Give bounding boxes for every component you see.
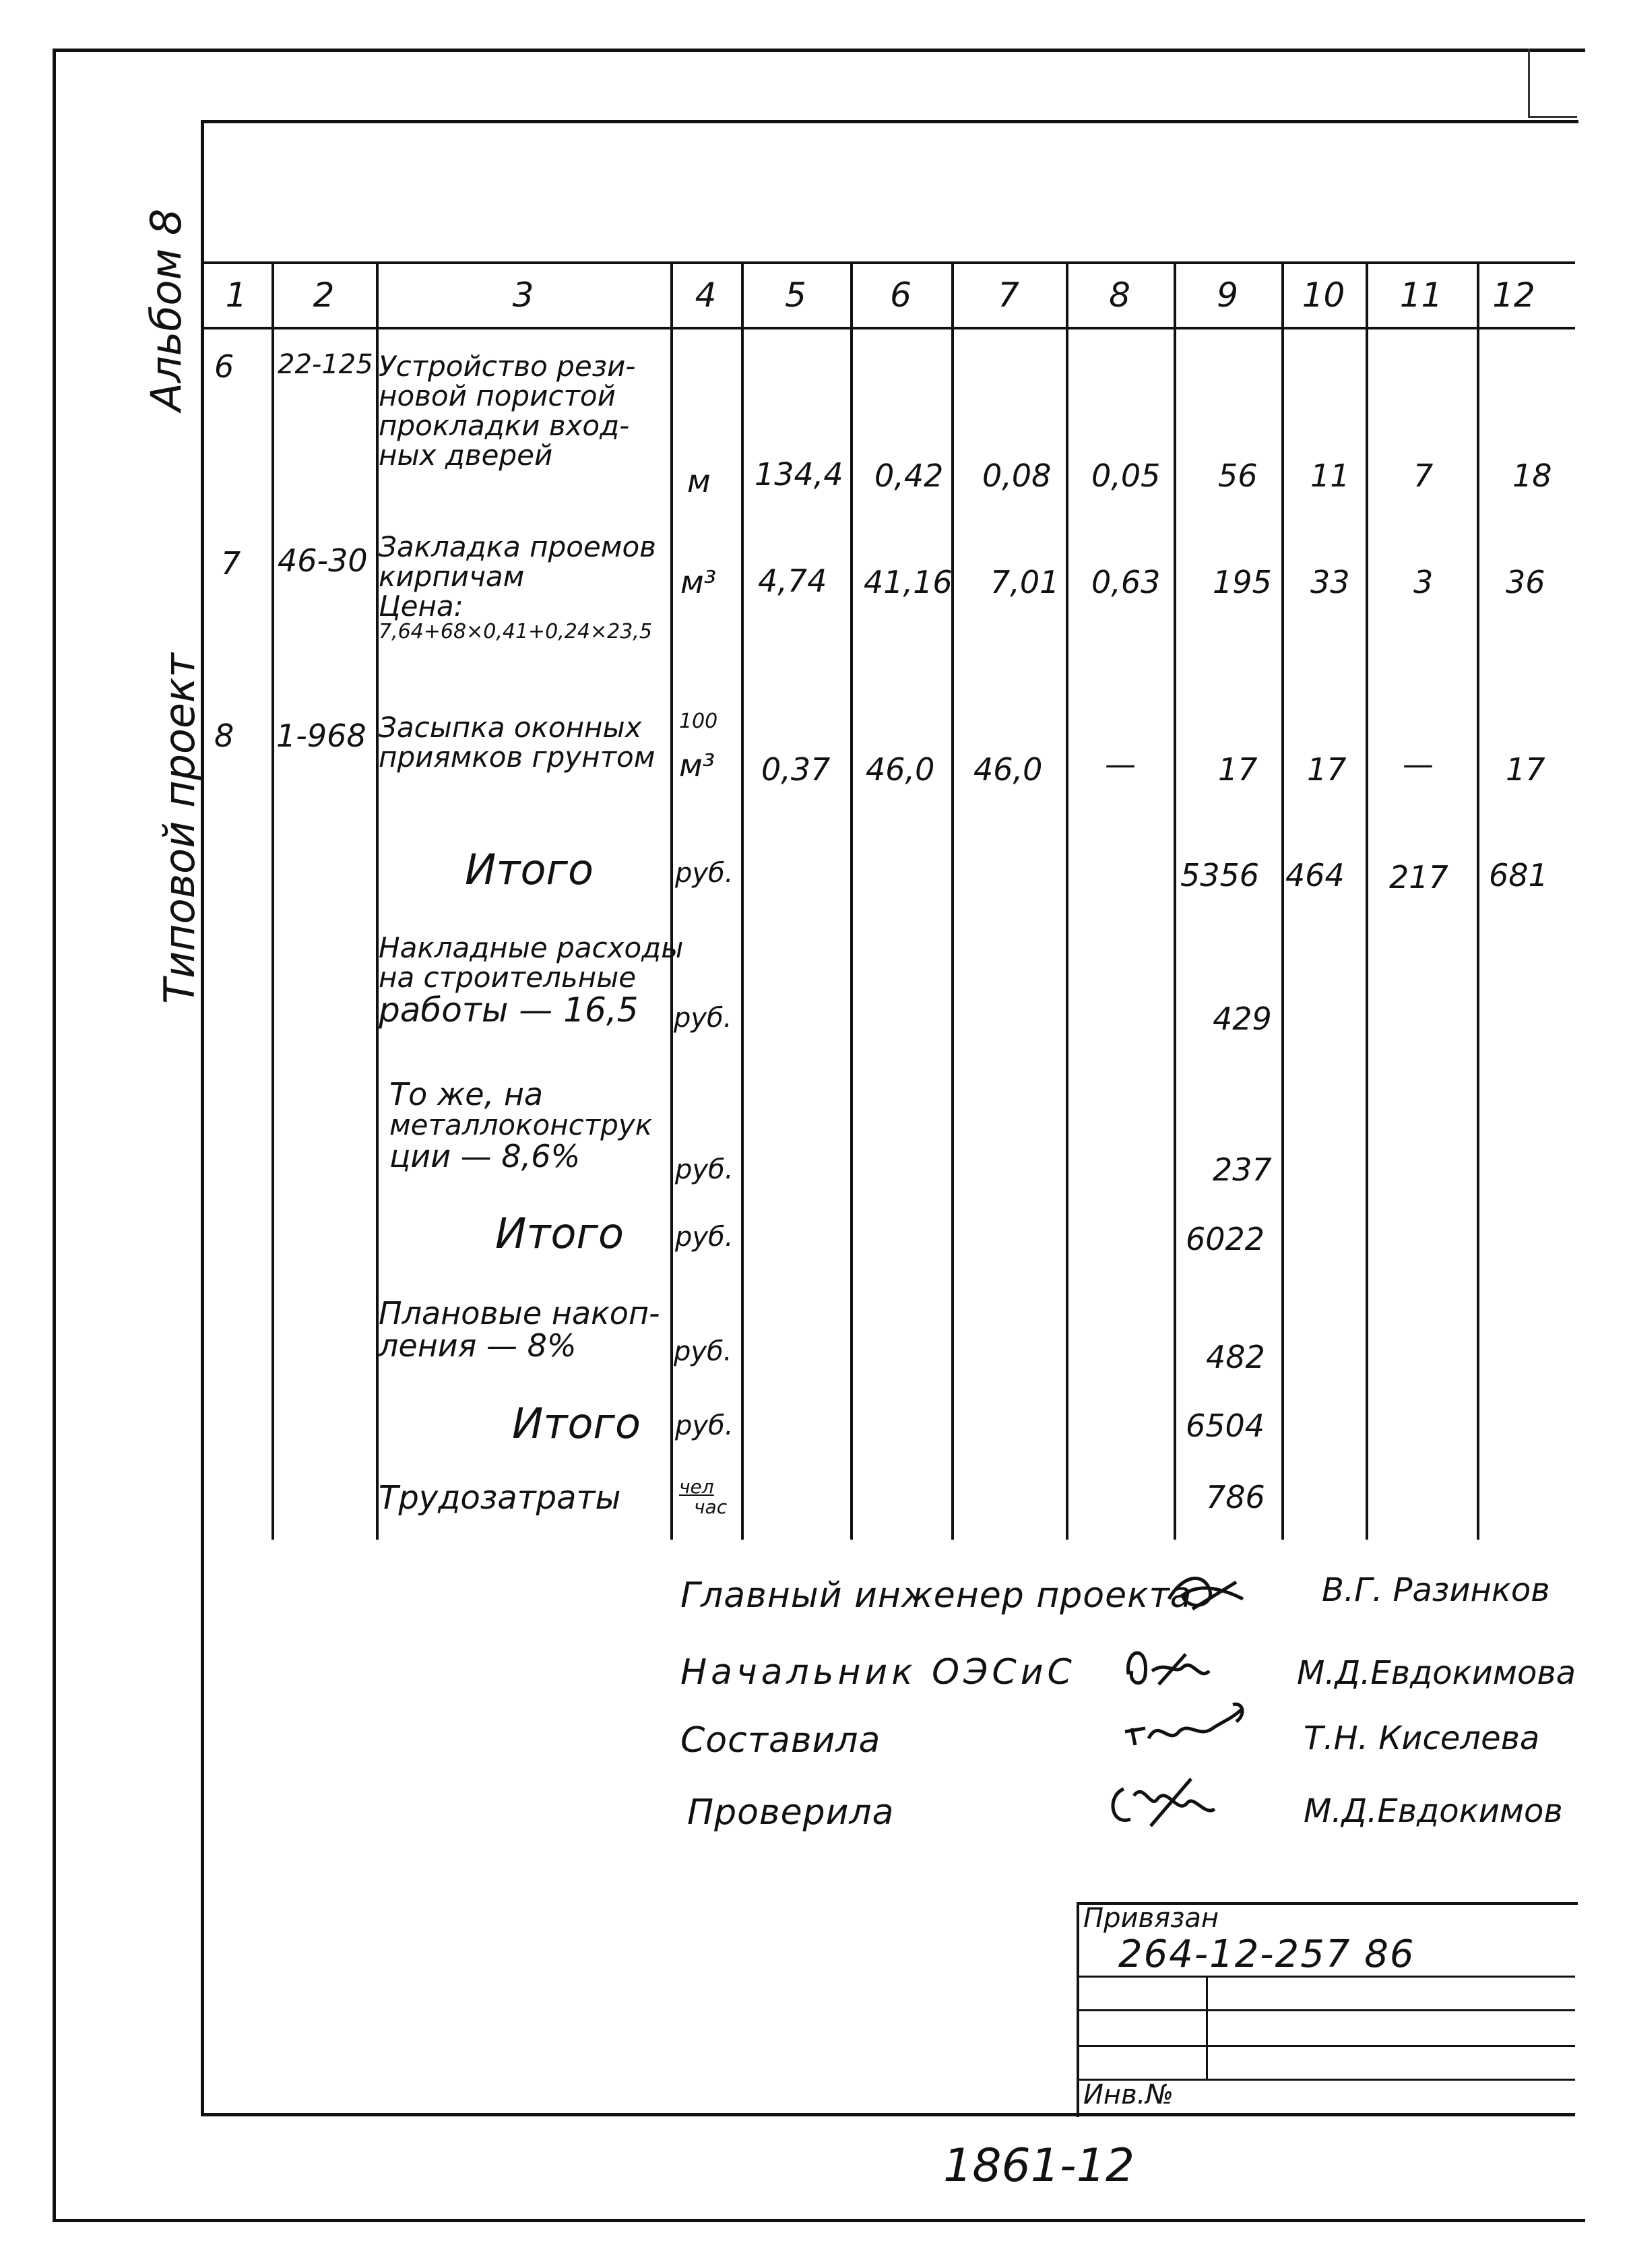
overhead-metal-unit: руб.	[675, 1154, 734, 1185]
stamp-divider	[1077, 1976, 1575, 1978]
stamp-divider	[1077, 2009, 1575, 2011]
planned-savings-c9: 482	[1206, 1339, 1265, 1375]
signature-role: Начальник ОЭСиС	[680, 1652, 1076, 1693]
col-num-5: 5	[785, 275, 806, 315]
row-description: Засыпка оконных приямков грунтом	[379, 711, 655, 774]
col-line	[1477, 263, 1479, 1540]
cell-11: —	[1403, 746, 1434, 782]
overhead-construction-unit: руб.	[674, 1003, 732, 1034]
cell-12: 36	[1506, 564, 1545, 600]
sheet-number: 1861-12	[943, 2139, 1135, 2193]
row-number: 8	[214, 718, 234, 754]
cell-11: 7	[1413, 458, 1434, 494]
signature-role: Главный инженер проекта	[680, 1575, 1192, 1616]
album-label: Альбом 8	[141, 208, 191, 412]
row-unit: м	[687, 463, 711, 499]
signature-role: Составила	[680, 1720, 881, 1761]
row-number: 7	[221, 545, 241, 581]
cell-7: 7,01	[990, 564, 1060, 600]
total-c10: 464	[1285, 857, 1345, 893]
cell-5: 134,4	[755, 456, 843, 493]
col-num-2: 2	[313, 275, 335, 315]
signature-mark	[1104, 1769, 1225, 1836]
cell-9: 56	[1218, 458, 1258, 494]
col-num-4: 4	[695, 275, 717, 315]
total-c11: 217	[1389, 859, 1448, 895]
signature-mark	[1118, 1698, 1253, 1759]
overhead-metal-label: То же, на металлоконструк ции — 8,6%	[389, 1076, 653, 1175]
row-code: 1-968	[276, 718, 366, 754]
row-code: 46-30	[278, 542, 368, 579]
corner-box	[1528, 49, 1577, 118]
cell-12: 18	[1512, 458, 1552, 494]
table-bottom-border	[201, 2113, 1575, 2116]
inventory-label: Инв.№	[1083, 2079, 1174, 2110]
cell-9: 17	[1218, 751, 1258, 788]
column-number-row	[201, 263, 1575, 327]
cell-5: 0,37	[761, 751, 831, 788]
labor-c9: 786	[1206, 1479, 1265, 1515]
cell-12: 17	[1506, 751, 1545, 788]
total-label: Итого	[495, 1209, 624, 1258]
column-number-divider	[201, 327, 1575, 329]
col-line	[1174, 263, 1176, 1540]
col-line	[850, 263, 853, 1540]
total-unit: руб.	[675, 1222, 734, 1253]
row-unit-multiplier: 100	[679, 710, 718, 733]
stamp-label: Привязан	[1083, 1903, 1219, 1934]
cell-7: 46,0	[973, 751, 1043, 788]
overhead-construction-c9: 429	[1213, 1001, 1272, 1037]
labor-unit-bottom: час	[694, 1496, 728, 1518]
cell-10: 17	[1307, 751, 1347, 788]
stamp-number: 264-12-257 86	[1118, 1932, 1415, 1976]
row-description: Устройство рези- новой пористой прокладки вход- ных дверей	[379, 350, 636, 472]
cell-10: 11	[1310, 458, 1350, 494]
stamp-divider	[1077, 2045, 1575, 2047]
signature-name: В.Г. Разинков	[1322, 1571, 1550, 1609]
cell-8: 0,05	[1091, 458, 1161, 494]
labor-unit-top: чел	[679, 1476, 714, 1498]
col-num-8: 8	[1109, 275, 1130, 315]
cell-9: 195	[1213, 564, 1272, 600]
planned-savings-unit: руб.	[674, 1336, 732, 1367]
col-line	[1066, 263, 1068, 1540]
col-num-11: 11	[1399, 275, 1443, 315]
overhead-construction-label: Накладные расходы на строительные работы — 16,5	[379, 931, 684, 1030]
row-unit: м³	[679, 747, 715, 784]
col-num-1: 1	[225, 275, 247, 315]
col-line	[670, 263, 673, 1540]
signature-name: М.Д.Евдокимова	[1297, 1654, 1576, 1692]
cell-10: 33	[1310, 564, 1350, 600]
col-line	[951, 263, 954, 1540]
cell-6: 41,16	[864, 564, 953, 600]
total-unit: руб.	[675, 858, 734, 889]
col-line	[1281, 263, 1284, 1540]
signature-mark	[1162, 1562, 1250, 1623]
signature-name: М.Д.Евдокимов	[1304, 1792, 1563, 1830]
col-num-7: 7	[998, 275, 1019, 315]
total-unit: руб.	[675, 1410, 734, 1441]
cell-11: 3	[1413, 564, 1434, 600]
col-line	[1366, 263, 1368, 1540]
labor-cost-label: Трудозатраты	[379, 1479, 621, 1517]
signature-name: Т.Н. Киселева	[1304, 1720, 1540, 1757]
total-label: Итого	[465, 845, 594, 894]
overhead-metal-c9: 237	[1213, 1152, 1272, 1188]
row-description: Закладка проемов кирпичам Цена: 7,64+68×0,41+0,24×23,5	[379, 530, 656, 644]
header-area	[201, 120, 1578, 265]
row-unit: м³	[680, 564, 717, 600]
signature-role: Проверила	[687, 1792, 895, 1833]
row-number: 6	[214, 348, 234, 385]
signature-mark	[1118, 1634, 1219, 1701]
col-num-9: 9	[1217, 275, 1238, 315]
cell-6: 46,0	[866, 751, 935, 788]
total-c9: 6504	[1186, 1408, 1265, 1444]
cell-5: 4,74	[758, 563, 827, 599]
cell-6: 0,42	[874, 458, 944, 494]
total-label: Итого	[512, 1399, 641, 1448]
col-num-12: 12	[1492, 275, 1535, 315]
col-line	[741, 263, 744, 1540]
col-line	[271, 263, 274, 1540]
total-c9: 5356	[1180, 857, 1260, 893]
total-c12: 681	[1489, 857, 1548, 893]
cell-8: 0,63	[1091, 564, 1161, 600]
total-c9: 6022	[1186, 1221, 1265, 1257]
col-num-3: 3	[512, 275, 534, 315]
project-label: Типовой проект	[155, 653, 204, 1004]
planned-savings-label: Плановые накоп- ления — 8%	[379, 1295, 660, 1364]
table-left-border	[201, 120, 204, 2114]
row-code: 22-125	[278, 349, 373, 380]
stamp-column-line	[1206, 1976, 1208, 2079]
col-num-6: 6	[890, 275, 912, 315]
cell-8: —	[1105, 746, 1136, 782]
cell-7: 0,08	[982, 458, 1052, 494]
col-num-10: 10	[1302, 275, 1345, 315]
